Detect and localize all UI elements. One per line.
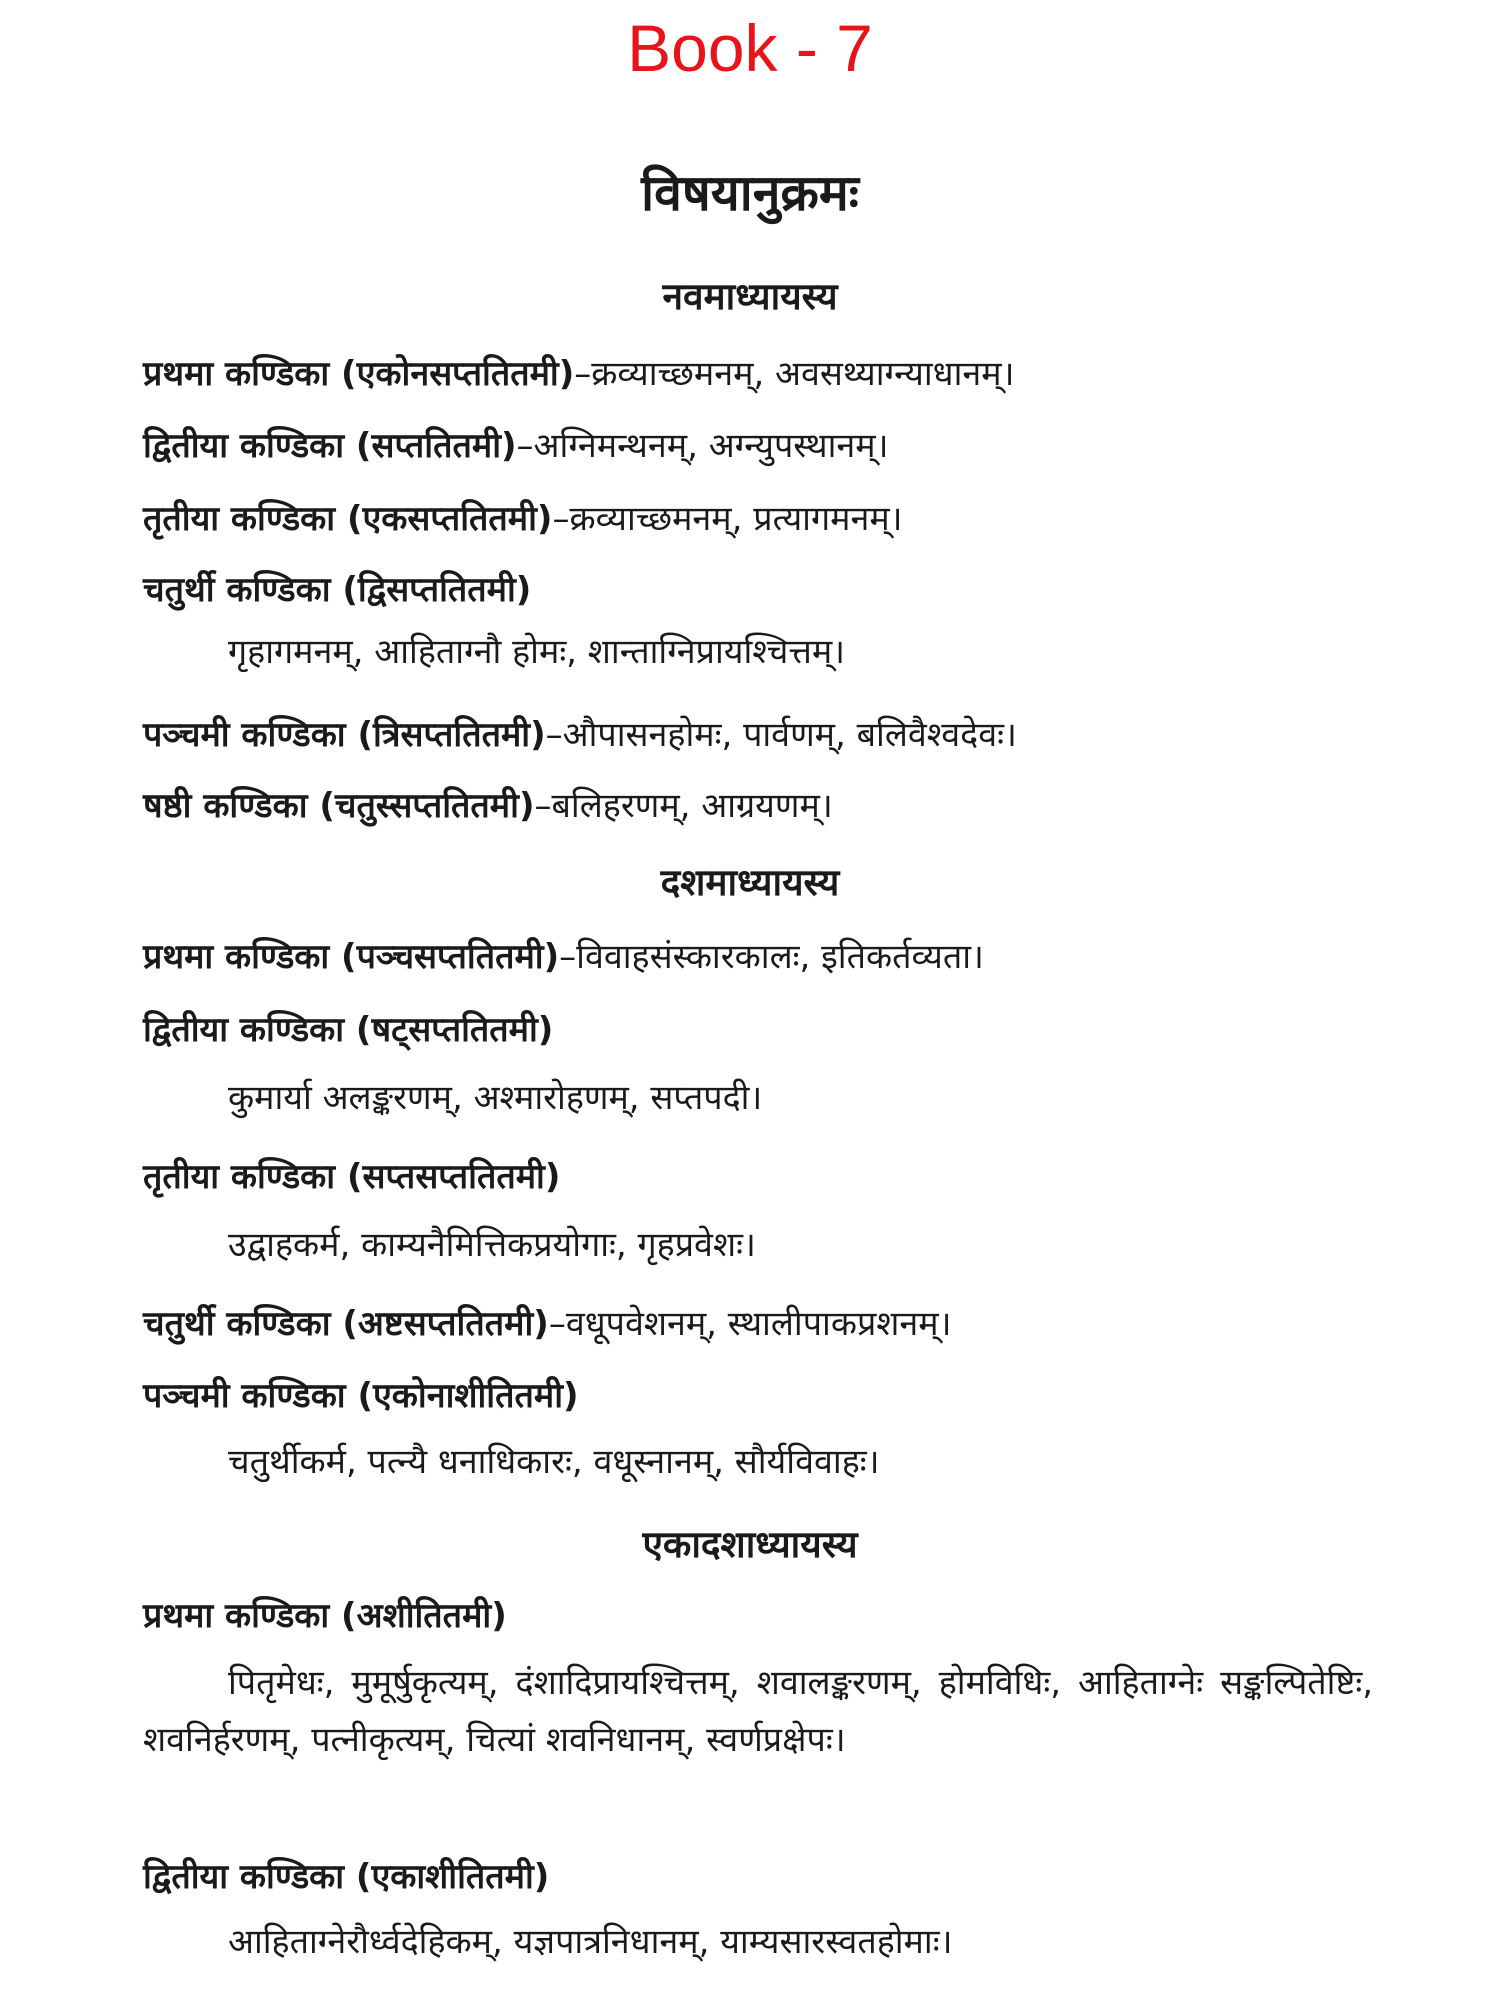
entry-topics: वधूपवेशनम्, स्थालीपाकप्रशनम्। bbox=[565, 1304, 952, 1344]
entry-topics: क्रव्याच्छमनम्, प्रत्यागमनम्। bbox=[569, 499, 903, 539]
entry-heading: द्वितीया कण्डिका (षट्सप्ततितमी) bbox=[143, 1010, 554, 1050]
entry-heading: प्रथमा कण्डिका (एकोनसप्ततितमी) bbox=[143, 354, 575, 394]
entry-separator: – bbox=[559, 937, 577, 977]
entry-11-1-topics: पितृमेधः, मुमूर्षुकृत्यम्, दंशादिप्रायश्चित्तम्, शवालङ्करणम्, होमविधिः, आहिताग्नेः सङ्कल्पितेष्टिः, शवनिर्हरणम्, पत्नीकृत्यम्, चित्यां शवनिधानम्, स्वर्णप्रक्षेपः। bbox=[143, 1663, 1373, 1760]
entry-separator: – bbox=[516, 426, 534, 466]
book-title: Book - 7 bbox=[627, 11, 873, 85]
entry-10-3-topics: उद्वाहकर्म, काम्यनैमित्तिकप्रयोगाः, गृहप्रवेशः। bbox=[228, 1225, 756, 1265]
contents-title: विषयानुक्रमः bbox=[641, 164, 859, 222]
entry-heading: तृतीया कण्डिका (एकसप्ततितमी) bbox=[143, 499, 553, 539]
entry-10-3 bbox=[143, 1152, 560, 1202]
entry-10-1 bbox=[143, 932, 984, 982]
chapter-heading-10: दशमाध्यायस्य bbox=[660, 861, 840, 904]
entry-10-5-topics: चतुर्थीकर्म, पत्न्यै धनाधिकारः, वधूस्नानम्, सौर्यविवाहः। bbox=[228, 1442, 880, 1482]
entry-10-2-topics: कुमार्या अलङ्करणम्, अश्मारोहणम्, सप्तपदी। bbox=[228, 1078, 763, 1118]
entry-heading: द्वितीया कण्डिका (एकाशीतितमी) bbox=[143, 1857, 550, 1897]
entry-9-4-topics: गृहागमनम्, आहिताग्नौ होमः, शान्ताग्निप्रायश्चित्तम्। bbox=[228, 632, 846, 672]
chapter-heading-9: नवमाध्यायस्य bbox=[662, 275, 838, 318]
entry-9-5 bbox=[143, 710, 1017, 760]
entry-heading: चतुर्थी कण्डिका (द्विसप्ततितमी) bbox=[143, 570, 532, 610]
entry-9-1 bbox=[143, 349, 1014, 399]
entry-9-4 bbox=[143, 565, 531, 615]
entry-heading: प्रथमा कण्डिका (अशीतितमी) bbox=[143, 1596, 507, 1636]
entry-separator: – bbox=[574, 354, 592, 394]
entry-11-2 bbox=[143, 1852, 549, 1902]
entry-separator: – bbox=[534, 786, 552, 826]
entry-topics: क्रव्याच्छमनम्, अवसथ्याग्न्याधानम्। bbox=[591, 354, 1015, 394]
entry-10-5 bbox=[143, 1371, 579, 1421]
entry-heading: द्वितीया कण्डिका (सप्ततितमी) bbox=[143, 426, 517, 466]
entry-heading: प्रथमा कण्डिका (पञ्चसप्ततितमी) bbox=[143, 937, 560, 977]
entry-topics: औपासनहोमः, पार्वणम्, बलिवैश्वदेवः। bbox=[562, 715, 1017, 755]
entry-separator: – bbox=[548, 1304, 566, 1344]
entry-11-1 bbox=[143, 1591, 507, 1641]
entry-9-2 bbox=[143, 421, 888, 471]
entry-topics: अग्निमन्थनम्, अग्न्युपस्थानम्। bbox=[533, 426, 889, 466]
entry-topics: बलिहरणम्, आग्रयणम्। bbox=[551, 786, 833, 826]
entry-11-2-topics: आहिताग्नेरौर्ध्वदेहिकम्, यज्ञपात्रनिधानम्, याम्यसारस्वतहोमाः। bbox=[228, 1922, 953, 1962]
entry-9-6 bbox=[143, 781, 833, 831]
entry-separator: – bbox=[552, 499, 570, 539]
entry-heading: तृतीया कण्डिका (सप्तसप्ततितमी) bbox=[143, 1157, 561, 1197]
entry-heading: पञ्चमी कण्डिका (त्रिसप्ततितमी) bbox=[143, 715, 546, 755]
entry-heading: पञ्चमी कण्डिका (एकोनाशीतितमी) bbox=[143, 1376, 579, 1416]
entry-9-3 bbox=[143, 494, 903, 544]
entry-10-4 bbox=[143, 1299, 952, 1349]
chapter-heading-11: एकादशाध्यायस्य bbox=[642, 1523, 858, 1566]
entry-heading: चतुर्थी कण्डिका (अष्टसप्ततितमी) bbox=[143, 1304, 549, 1344]
entry-heading: षष्ठी कण्डिका (चतुस्सप्ततितमी) bbox=[143, 786, 535, 826]
entry-separator: – bbox=[545, 715, 563, 755]
entry-topics: विवाहसंस्कारकालः, इतिकर्तव्यता। bbox=[576, 937, 984, 977]
entry-10-2 bbox=[143, 1005, 553, 1055]
